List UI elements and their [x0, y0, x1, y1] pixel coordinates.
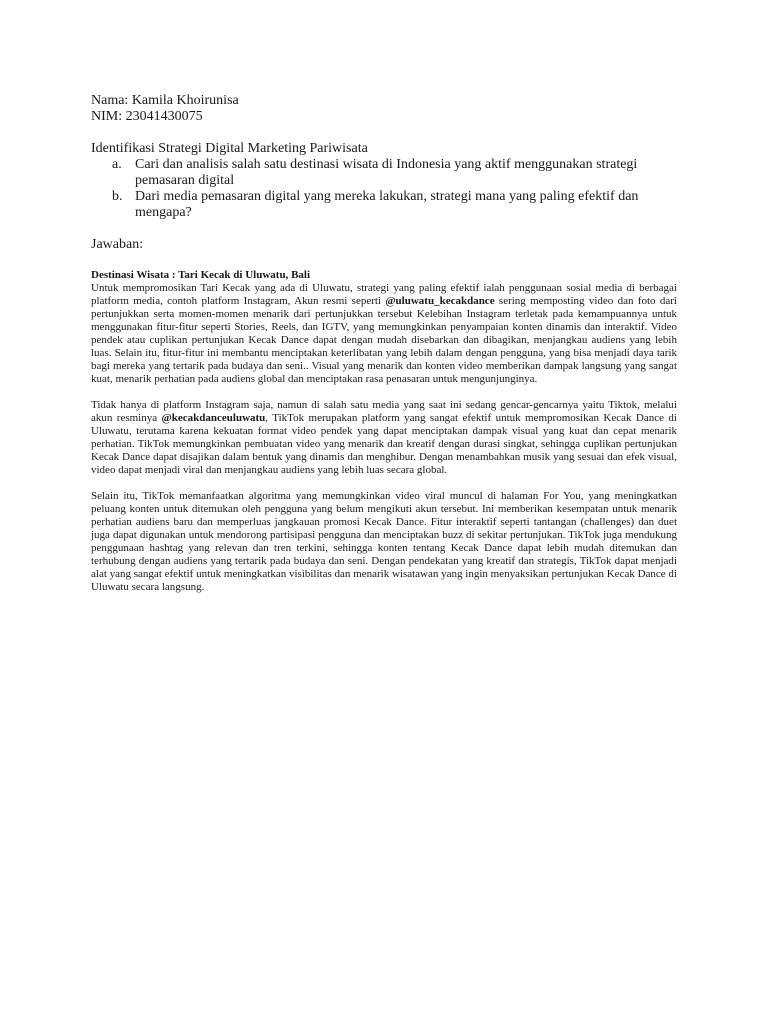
- paragraph-tiktok-algorithm: Selain itu, TikTok memanfaatkan algoritma yang memungkinkan video viral muncul di halaman For You, yang meningkatkan peluang konten untuk ditemukan oleh pengguna yang belum mengikuti akun tersebut. Ini memberikan kesempatan untuk menarik perhatian audiens baru dan memperluas jangkauan promosi Kecak Dance. Fitur interaktif seperti tantangan (challenges) dan duet juga dapat digunakan untuk mendorong partisipasi pengguna dan menciptakan buzz di sekitar pertunjukan. TikTok juga mendukung penggunaan hashtag yang relevan dan tren terkini, sehingga konten tentang Kecak Dance dapat lebih mudah ditemukan dan terhubung dengan audiens yang tertarik pada budaya dan seni. Dengan pendekatan yang kreatif dan strategis, TikTok dapat menjadi alat yang sangat efektif untuk meningkatkan visibilitas dan menarik wisatawan yang ingin menyaksikan pertunjukan Kecak Dance di Uluwatu secara langsung.: [91, 490, 677, 593]
- tiktok-handle: @kecakdanceuluwatu: [161, 412, 266, 424]
- assignment-title: Identifikasi Strategi Digital Marketing Pariwisata: [91, 141, 368, 156]
- list-marker: a.: [112, 157, 122, 172]
- spacer: [91, 125, 677, 141]
- document-page: [91, 93, 677, 594]
- list-marker: b.: [112, 189, 123, 204]
- list-item: [91, 157, 677, 189]
- list-item-text: Cari dan analisis salah satu destinasi wisata di Indonesia yang aktif menggunakan strategi pemasaran digital: [135, 157, 638, 188]
- paragraph-text: Untuk mempromosikan Tari Kecak yang ada di Uluwatu, strategi yang paling efektif ialah penggunaan sosial media di berbagai platform media, contoh platform Instagram, Akun resmi seperti: [91, 282, 677, 307]
- assignment-list: [91, 157, 677, 221]
- list-item: [91, 189, 677, 221]
- paragraph-text: sering memposting video dan foto dari pertunjukkan serta momen-momen menarik dari pertunjukkan tersebut Kelebihan Instagram terletak pada kemampuannya untuk menggunakan fitur-fitur seperti Stories, Reels, dan IGTV, yang memungkinkan penyampaian konten dinamis dan interaktif. Video pendek atau cuplikan pertunjukan Kecak Dance dapat dengan mudah disebarkan dan dibagikan, menjangkau audiens yang lebih luas. Selain itu, fitur-fitur ini membantu menciptakan keterlibatan yang lebih dalam dengan pengguna, yang bisa menjadi daya tarik bagi mereka yang tertarik pada budaya dan seni.. Visual yang menarik dan konten video memberikan dampak langsung yang sangat kuat, menarik perhatian pada audiens global dan menciptakan rasa penasaran untuk mengunjunginya.: [91, 295, 677, 385]
- student-name: Nama: Kamila Khoirunisa: [91, 93, 239, 108]
- student-nim: NIM: 23041430075: [91, 109, 203, 124]
- spacer: [91, 386, 677, 399]
- paragraph-text: Tidak hanya di platform Instagram saja, namun di salah satu media yang saat ini sedang gencar-gencarnya yaitu Tiktok, melalui akun resminya: [91, 399, 677, 424]
- instagram-handle: @uluwatu_kecakdance: [385, 295, 495, 307]
- spacer: [91, 477, 677, 490]
- answer-label: Jawaban:: [91, 237, 144, 252]
- spacer: [91, 253, 677, 269]
- list-item-text: Dari media pemasaran digital yang mereka lakukan, strategi mana yang paling efektif dan mengapa?: [135, 189, 639, 220]
- paragraph-instagram: [91, 282, 677, 386]
- section-title: Destinasi Wisata : Tari Kecak di Uluwatu, Bali: [91, 269, 311, 281]
- paragraph-text: , TikTok merupakan platform yang sangat efektif untuk mempromosikan Kecak Dance di Uluwatu, terutama karena kekuatan format video pendek yang dapat menciptakan dampak visual yang kuat dan cepat menarik perhatian. TikTok memungkinkan pembuatan video yang menarik dan kreatif dengan durasi singkat, sehingga cuplikan pertunjukan Kecak Dance dapat disajikan dalam bentuk yang dinamis dan menghibur. Dengan menambahkan musik yang sesuai dan efek visual, video dapat menjadi viral dan menjangkau audiens yang lebih luas secara global.: [91, 412, 677, 476]
- paragraph-tiktok: [91, 399, 677, 477]
- spacer: [91, 221, 677, 237]
